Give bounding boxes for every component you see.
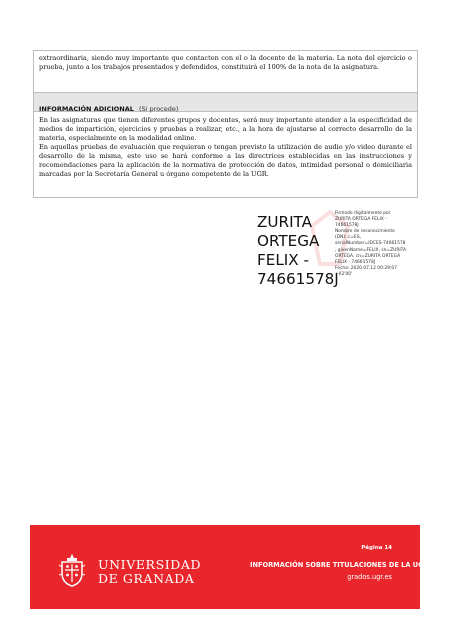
university-name-line-1: UNIVERSIDAD	[98, 557, 202, 572]
signature-detail-line: FELIX - 74661578J	[335, 259, 376, 265]
footer-title: INFORMACIÓN SOBRE TITULACIONES DE LA UGR	[250, 561, 429, 569]
additional-info-body	[33, 112, 418, 198]
additional-info-title-note: (Si procede)	[139, 105, 179, 113]
signature-detail-line: +02'00'	[335, 271, 353, 277]
evaluation-paragraph: extraordinaria, siendo muy importante que contacten con el o la docente de la materia. La nota del ejercicio o prueba, junto a los trabajos presentados y defendidos, constituirá el 100% de la nota de la asignatura.	[39, 54, 412, 71]
page-number: Página 14	[361, 545, 392, 551]
signature-name-line: FELIX -	[257, 251, 309, 269]
additional-info-paragraph-1: En las asignaturas que tienen diferentes grupos y docentes, será muy importante atender a la especificidad de medios de impartición, ejercicios y pruebas a realizar, etc., a la hora de ajustarse al correcto desarrollo de la materia, especialmente en la modalidad online.	[39, 116, 412, 142]
signature-detail-line: Nombre de reconocimiento	[335, 229, 395, 235]
signature-detail-line: serialNumber=IDCES-74661578	[335, 241, 406, 247]
signature-details	[335, 211, 420, 278]
university-name-line-2: DE GRANADA	[98, 571, 195, 586]
signature-detail-line: ZURITA ORTEGA FELIX -	[335, 217, 387, 223]
page-footer	[30, 525, 429, 609]
additional-info-header	[33, 92, 418, 112]
signature-detail-line: , givenName=FELIX, sn=ZURITA	[335, 247, 407, 253]
signature-detail-line: 74661578J	[335, 223, 359, 229]
additional-info-title: INFORMACIÓN ADICIONAL	[39, 105, 134, 113]
signature-detail-line: Firmado digitalmente por	[335, 211, 391, 216]
signature-name-line: ORTEGA	[257, 232, 320, 250]
footer-url-link[interactable]: grados.ugr.es	[347, 573, 392, 581]
signature-detail-line: ORTEGA, cn=ZURITA ORTEGA	[335, 253, 401, 259]
evaluation-text-section	[33, 50, 418, 92]
signature-name-line: 74661578J	[257, 270, 339, 288]
additional-info-paragraph-2: En aquellas pruebas de evaluación que requieran o tengan previsto la utilización de audio y/o video durante el desarrollo de la misma, este uso se hará conforme a las directrices establecidas en las instrucciones y recomendaciones para la aplicación de la normativa de protección de datos, intimidad personal o domiciliaria marcadas por la Secretaría General u órgano competente de la UGR.	[39, 143, 412, 178]
signature-detail-line: (DN): c=ES,	[335, 235, 362, 241]
signature-name	[257, 213, 337, 289]
signature-detail-line: Fecha: 2020.07.12 00:29:07	[335, 265, 398, 271]
signature-name-line: ZURITA	[257, 213, 313, 231]
university-crest-icon	[58, 553, 86, 587]
